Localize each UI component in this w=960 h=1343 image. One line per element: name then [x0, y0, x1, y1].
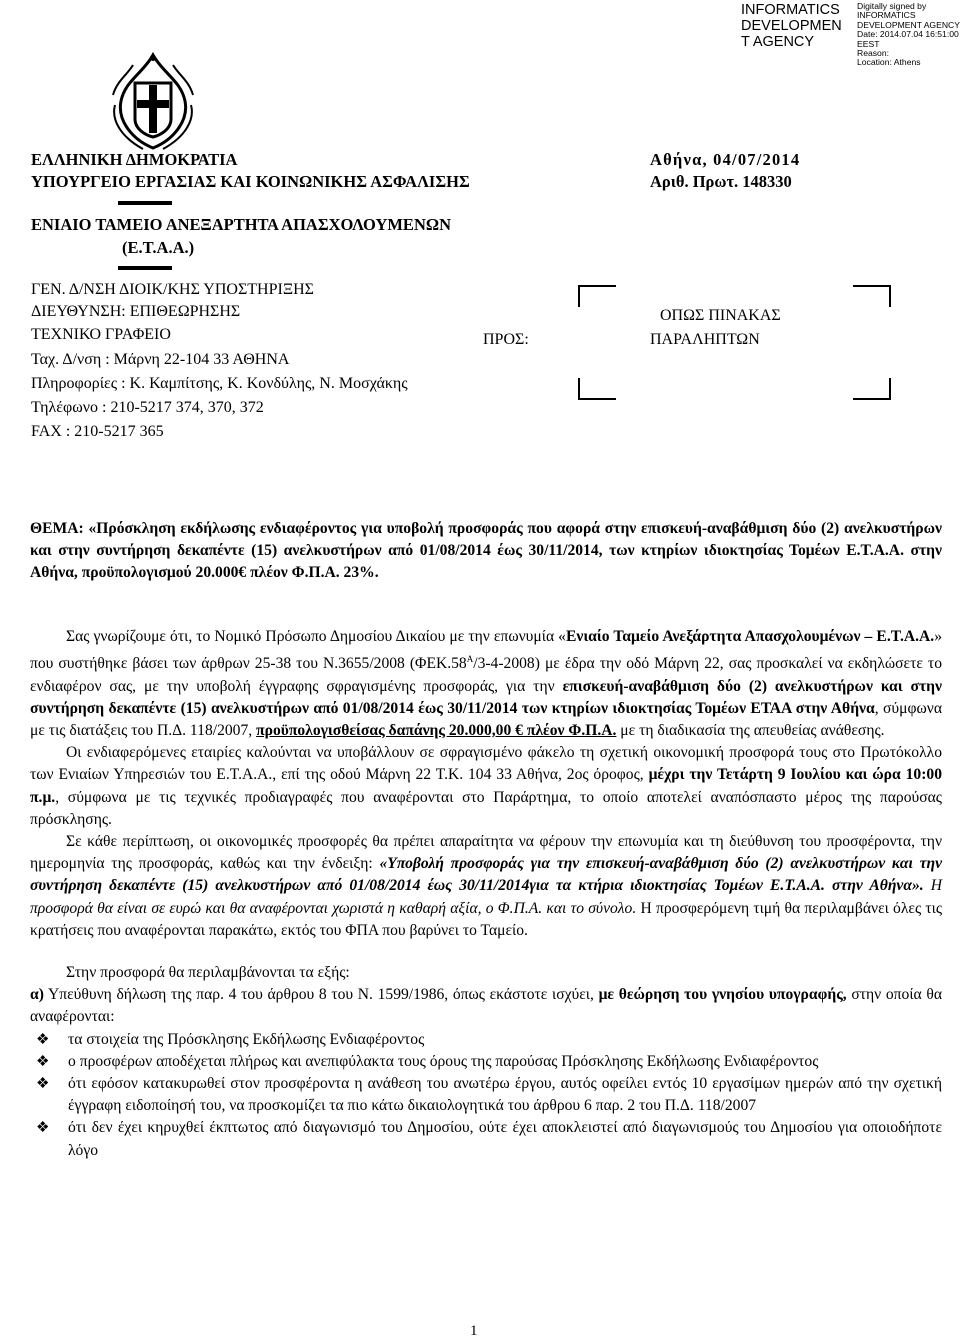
header-divider — [118, 266, 172, 270]
bracket-top-left — [578, 285, 616, 307]
header-fax: FAX : 210-5217 365 — [31, 423, 164, 440]
greek-emblem-icon — [103, 45, 203, 152]
header-address: Ταχ. Δ/νση : Μάρνη 22-104 33 ΑΘΗΝΑ — [31, 351, 290, 368]
paragraph-contents-intro: Στην προσφορά θα περιλαμβάνονται τα εξής: — [66, 964, 350, 982]
paragraph-invitation: Σας γνωρίζουμε ότι, το Νομικό Πρόσωπο Δημοσίου Δικαίου με την επωνυμία «Ενιαίο Ταμείο Ανεξάρτητα Απασχολουμένων – Ε.Τ.Α.Α.» που συστήθηκε βάσει των άρθρων 25-38 του Ν.3655/2008 $(\Phi EK.58^A/3-4-2008)$ με έδρα την οδό Μάρνη 22, σας προσκαλεί να εκδηλώσετε το ενδιαφέρον σας, με την υποβολή έγγραφης σφραγισμένης προσφοράς, για την επισκευή-αναβάθμιση δύο (2) ανελκυστήρων και στην συντήρηση δεκαπέντε (15) ανελκυστήρων από 01/08/2014 έως 30/11/2014 των κτηρίων ιδιοκτησίας Τομέων ΕΤΑΑ στην Αθήνα, σύμφωνα με τις διατάξεις του Π.Δ. 118/2007, προϋπολογισθείσας δαπάνης 20.000,00 € πλέον Φ.Π.Α. με τη διαδικασία της απευθείας ανάθεσης. — [30, 628, 942, 739]
signature-org-name: INFORMATICS DEVELOPMEN T AGENCY — [741, 2, 842, 50]
subject: ΘΕΜΑ: «Πρόσκληση εκδήλωσης ενδιαφέροντος για υποβολή προσφοράς που αφορά στην επισκευή-αναβάθμιση δύο (2) ανελκυστήρων και στην συντήρηση δεκαπέντε (15) ανελκυστήρων από 01/08/2014 έως 30/11/2014, των κτηρίων ιδιοκτησίας Τομέων Ε.Τ.Α.Α. στην Αθήνα, προϋπολογισμού 20.000€ πλέον Φ.Π.Α. 23%. — [30, 520, 942, 581]
diamond-bullet-icon: ❖ — [36, 1053, 50, 1070]
paragraph-requirements: Σε κάθε περίπτωση, οι οικονομικές προσφορές θα πρέπει απαραίτητα να φέρουν την επωνυμία και τη διεύθυνση του προσφέροντα, την ημερομηνία της προσφοράς, καθώς και την ένδειξη: «Υποβολή προσφοράς για την επισκευή-αναβάθμιση δύο (2) ανελκυστήρων και την συντήρηση δεκαπέντε (15) ανελκυστήρων από 01/08/2014 έως 30/11/2014για τα κτήρια ιδιοκτησίας Τομέων Ε.Τ.Α.Α. στην Αθήνα». Η προσφορά θα είναι σε ευρώ και θα αναφέρονται χωριστά η καθαρή αξία, ο Φ.Π.Α. και το σύνολο. Η προσφερόμενη τιμή θα περιλαμβάνει όλες τις κρατήσεις που αναφέρονται παρακάτω, εκτός του ΦΠΑ που βαρύνει το Ταμείο. — [30, 833, 943, 939]
list-item: ❖ τα στοιχεία της Πρόσκλησης Εκδήλωσης Ενδιαφέροντος — [30, 1029, 942, 1051]
header-protocol-number: Αριθ. Πρωτ. 148330 — [650, 172, 792, 191]
header-country: ΕΛΛΗΝΙΚΗ ΔΗΜΟΚΡΑΤΙΑ — [31, 150, 238, 169]
diamond-bullet-icon: ❖ — [36, 1120, 50, 1137]
header-info: Πληροφορίες : Κ. Καμπίτσης, Κ. Κονδύλης, Ν. Μοσχάκης — [31, 375, 408, 392]
recipients-line1: ΟΠΩΣ ΠΙΝΑΚΑΣ — [660, 307, 781, 324]
header-place-date: Αθήνα, 04/07/2014 — [650, 150, 801, 169]
header-dept-directorate: ΔΙΕΥΘΥΝΣΗ: ΕΠΙΘΕΩΡΗΣΗΣ — [31, 303, 241, 320]
header-fund-abbr: (Ε.Τ.Α.Α.) — [122, 238, 195, 257]
list-item: ❖ ο προσφέρων αποδέχεται πλήρως και ανεπιφύλακτα τους όρους της παρούσας Πρόσκλησης Εκδήλωσης Ενδιαφέροντος — [30, 1051, 942, 1073]
header-divider — [118, 201, 172, 205]
list-item: ❖ ότι δεν έχει κηρυχθεί έκπτωτος από διαγωνισμό του Δημοσίου, ούτε έχει αποκλειστεί από διαγωνισμούς του Δημοσίου για οποιοδήποτε λόγο — [36, 1119, 942, 1159]
list-item: ❖ ότι εφόσον κατακυρωθεί στον προσφέροντα η ανάθεση του ανωτέρω έργου, αυτός οφείλει εντός 10 εργασίμων ημερών από την σχετική έγγραφη ειδοποίησή του, να προσκομίζει τα πιο κάτω δικαιολογητικά του άρθρου 6 παρ. 2 του Π.Δ. 118/2007 — [36, 1075, 942, 1115]
bracket-top-right — [853, 285, 891, 307]
header-dept-general: ΓΕΝ. Δ/ΝΣΗ ΔΙΟΙΚ/ΚΗΣ ΥΠΟΣΤΗΡΙΞΗΣ — [31, 281, 314, 298]
bracket-bottom-left — [578, 378, 616, 400]
page-number: 1 — [470, 1323, 478, 1339]
paragraph-declaration: α) Υπεύθυνη δήλωση της παρ. 4 του άρθρου 8 του Ν. 1599/1986, όπως εκάστοτε ισχύει, με θεώρηση του γνησίου υπογραφής, στην οποία θα αναφέρονται: — [30, 986, 943, 1026]
header-ministry: ΥΠΟΥΡΓΕΙΟ ΕΡΓΑΣΙΑΣ ΚΑΙ ΚΟΙΝΩΝΙΚΗΣ ΑΣΦΑΛΙΣΗΣ — [31, 172, 470, 191]
header-phone: Τηλέφωνο : 210-5217 374, 370, 372 — [31, 399, 264, 416]
header-dept-office: ΤΕΧΝΙΚΟ ΓΡΑΦΕΙΟ — [31, 326, 171, 343]
paragraph-submission: Οι ενδιαφερόμενες εταιρίες καλούνται να υποβάλλουν σε σφραγισμένο φάκελο τη σχετική οικονομική προσφορά τους στο Πρωτόκολλο των Ενιαίων Υπηρεσιών του Ε.Τ.Α.Α., επί της οδού Μάρνη 22 Τ.Κ. 104 33 Αθήνα, 2ος όροφος, μέχρι την Τετάρτη 9 Ιουλίου και ώρα 10:00 π.μ., σύμφωνα με τις τεχνικές προδιαγραφές που αναφέρονται στο Παράρτημα, το οποίο αποτελεί αναπόσπαστο μέρος της παρούσας πρόσκλησης. — [30, 744, 942, 828]
header-fund: ΕΝΙΑΙΟ ΤΑΜΕΙΟ ΑΝΕΞΑΡΤΗΤΑ ΑΠΑΣΧΟΛΟΥΜΕΝΩΝ — [31, 215, 451, 234]
to-label: ΠΡΟΣ: — [483, 331, 529, 348]
diamond-bullet-icon: ❖ — [36, 1076, 50, 1093]
bracket-bottom-right — [853, 378, 891, 400]
letter-body — [30, 626, 942, 1162]
diamond-bullet-icon: ❖ — [36, 1031, 50, 1048]
signature-details: Digitally signed by INFORMATICS DEVELOPMENT AGENCY Date: 2014.07.04 16:51:00 EEST Reason: Location: Athens — [857, 1, 960, 68]
recipients-line2: ΠΑΡΑΛΗΠΤΩΝ — [650, 331, 760, 348]
